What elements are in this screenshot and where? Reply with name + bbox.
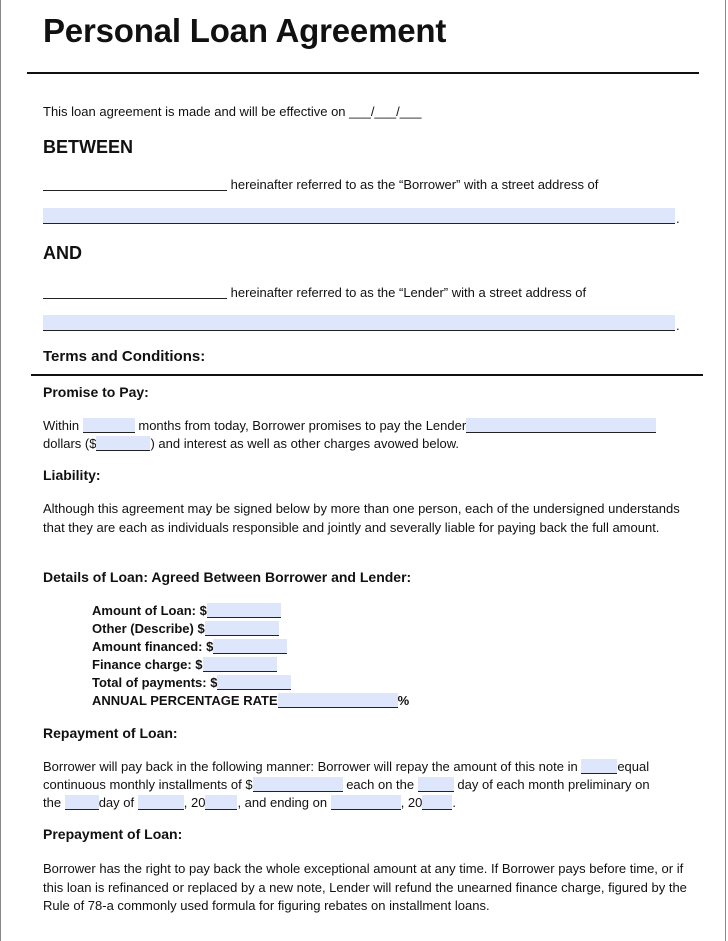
percent-sign: % [397,693,410,708]
intro-text: This loan agreement is made and will be effective on [43,104,346,119]
prepayment-heading: Prepayment of Loan: [43,826,183,842]
repayment-text-3d: , and ending on [237,795,328,810]
detail-row-other [92,620,279,638]
lender-line [43,284,586,302]
between-heading: BETWEEN [43,137,133,157]
promise-line-1 [43,417,656,435]
amount-financed-field[interactable] [213,639,287,654]
repayment-text-3e: , 20 [400,795,423,810]
borrower-text: hereinafter referred to as the “Borrower” with a street address of [230,177,599,192]
dollars-amount-field[interactable] [96,436,150,451]
promise-heading: Promise to Pay: [43,384,149,400]
detail-label: Amount financed: $ [92,639,214,654]
lender-address-field[interactable] [43,315,675,331]
lender-text: hereinafter referred to as the “Lender” with a street address of [230,285,587,300]
repayment-text-3a: the [43,795,62,810]
terms-divider [31,374,703,376]
liability-heading: Liability: [43,467,101,483]
day-of-month-field[interactable] [418,777,454,792]
repayment-text-3c: , 20 [183,795,206,810]
detail-label: ANNUAL PERCENTAGE RATE [92,693,278,708]
borrower-address-field[interactable] [43,208,675,224]
start-month-field[interactable] [138,795,184,810]
prepayment-text: Borrower has the right to pay back the whole exceptional amount at any time. If Borrower pays before time, or if this loan is refinanced or replaced by a new note, Lender will refund the unearned finance charge, figured by the Rule of 78-a commonly used formula for figuring rebates on installment loans. [43,861,687,913]
promise-line-2 [43,435,459,453]
borrower-name-field[interactable] [43,177,227,191]
detail-row-apr [92,692,409,710]
title-divider [27,72,699,74]
borrower-address-period: . [676,211,680,226]
effective-date-field[interactable]: ___/___/___ [349,104,422,119]
repayment-line-3 [43,794,456,812]
repayment-text-2b: each on the [346,777,415,792]
amount-of-loan-field[interactable] [207,603,281,618]
finance-charge-field[interactable] [203,657,277,672]
other-describe-field[interactable] [205,621,279,636]
repayment-text-2a: continuous monthly installments of $ [43,777,253,792]
liability-text: Although this agreement may be signed below by more than one person, each of the undersigned understands that they are each as individuals responsible and jointly and severally liable for paying back the full amount. [43,501,680,535]
repayment-text-3f: . [452,795,457,810]
repayment-text-3b: day of [98,795,135,810]
months-text: months from today, Borrower promises to pay the Lender [138,418,467,433]
start-day-field[interactable] [65,795,99,810]
detail-label: Amount of Loan: $ [92,603,207,618]
total-payments-field[interactable] [217,675,291,690]
end-date-field[interactable] [331,795,401,810]
borrower-line [43,176,598,194]
detail-label: Finance charge: $ [92,657,203,672]
lender-name-field[interactable] [43,285,227,299]
lender-payment-field[interactable] [466,418,656,433]
start-year-field[interactable] [205,795,237,810]
terms-heading: Terms and Conditions: [43,348,206,365]
detail-row-amount-financed [92,638,287,656]
detail-label: Other (Describe) $ [92,621,205,636]
dollars-close-text: ) and interest as well as other charges avowed below. [150,436,460,451]
dollars-open-text: dollars ($ [43,436,97,451]
installment-amount-field[interactable] [253,777,343,792]
detail-label: Total of payments: $ [92,675,218,690]
repayment-text-1a: Borrower will pay back in the following manner: Borrower will repay the amount of this note in [43,759,578,774]
apr-field[interactable] [278,693,398,708]
repayment-text-2c: day of each month preliminary on [457,777,650,792]
within-text: Within [43,418,80,433]
months-field[interactable] [83,418,135,433]
number-of-installments-field[interactable] [581,759,617,774]
document-title: Personal Loan Agreement [43,12,447,49]
repayment-heading: Repayment of Loan: [43,725,178,741]
repayment-text-1b: equal [617,759,650,774]
detail-row-total-payments [92,674,291,692]
details-heading: Details of Loan: Agreed Between Borrower and Lender: [43,569,412,585]
intro-line [43,103,421,121]
repayment-line-2 [43,776,650,794]
lender-address-period: . [676,318,680,333]
end-year-field[interactable] [422,795,452,810]
detail-row-finance-charge [92,656,277,674]
and-heading: AND [43,243,82,263]
detail-row-amount-of-loan [92,602,281,620]
repayment-line-1 [43,758,649,776]
